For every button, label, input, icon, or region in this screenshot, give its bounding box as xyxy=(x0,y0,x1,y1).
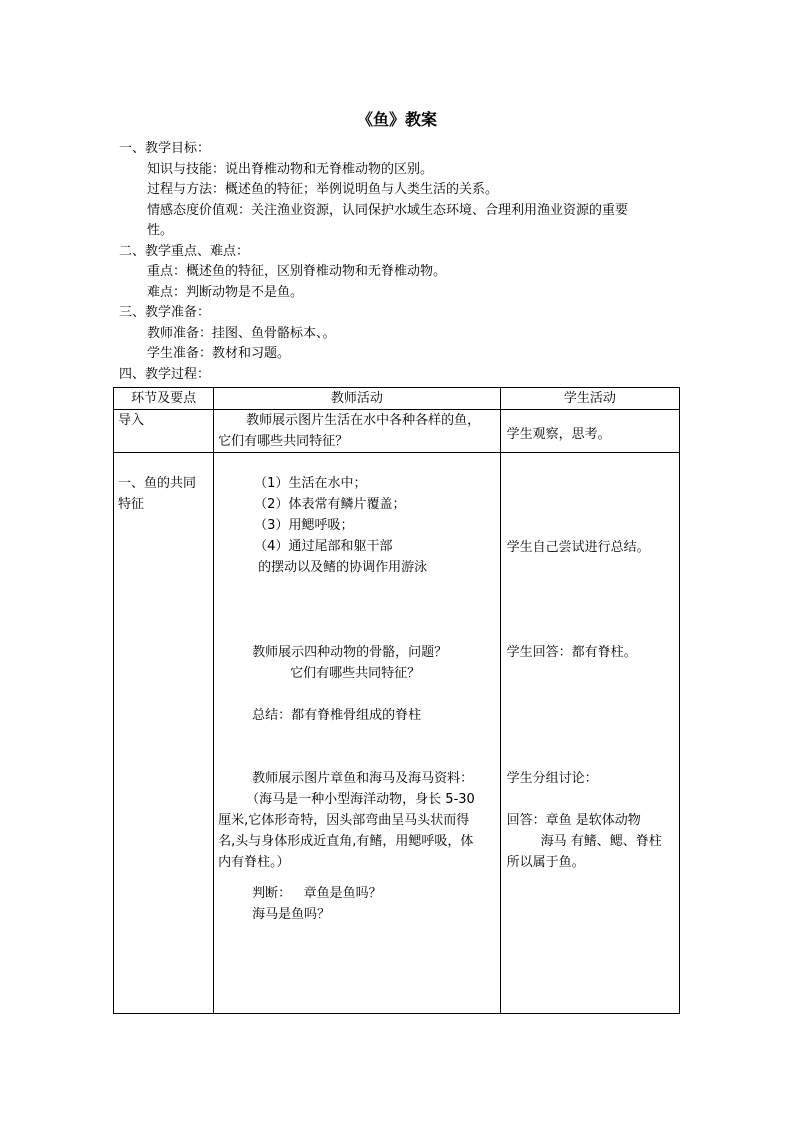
document-title: 《鱼》教案 xyxy=(356,110,437,129)
student-answer-octopus: 回答：章鱼 是软体动物 xyxy=(506,813,641,828)
material-line: 内有脊柱。） xyxy=(218,855,290,870)
feature-item: （2）体表常有鳞片覆盖； xyxy=(254,497,406,512)
header-stage: 环节及要点 xyxy=(114,388,214,410)
material-line: （海马是一种小型海洋动物，身长 5-30 xyxy=(246,792,475,807)
skeleton-question: 教师展示四种动物的骨骼，问题？ xyxy=(252,645,448,660)
material-intro: 教师展示图片章鱼和海马及海马资料： xyxy=(252,771,474,786)
keypoint-difficulty: 难点：判断动物是不是鱼。 xyxy=(147,284,304,300)
student-answer-conclusion: 所以属于鱼。 xyxy=(506,855,585,870)
skeleton-question-cont: 它们有哪些共同特征？ xyxy=(290,666,421,681)
section-objectives-heading: 一、教学目标： xyxy=(119,141,211,156)
student-answer: 学生回答：都有脊柱。 xyxy=(506,645,637,660)
features-student-activity xyxy=(500,453,679,1014)
material-line: 厘米,它体形奇特，因头部弯曲呈马头状而得 xyxy=(218,813,470,828)
judge-question: 判断： 章鱼是鱼吗？ xyxy=(252,886,382,901)
intro-student-activity xyxy=(500,410,679,453)
process-table xyxy=(113,387,680,1014)
intro-teacher-activity xyxy=(214,410,501,453)
header-student: 学生活动 xyxy=(500,388,679,410)
objective-attitude-cont: 性。 xyxy=(147,223,174,238)
feature-item: （1）生活在水中； xyxy=(254,476,367,491)
objective-attitude: 情感态度价值观：关注渔业资源，认同保护水域生态环境、合理利用渔业资源的重要 xyxy=(147,202,629,218)
prep-student: 学生准备：教材和习题。 xyxy=(147,346,291,361)
section-keypoints-heading: 二、教学重点、难点： xyxy=(119,243,250,259)
features-teacher-activity xyxy=(214,453,501,1014)
student-group-discuss: 学生分组讨论： xyxy=(506,771,598,786)
header-teacher: 教师活动 xyxy=(214,388,501,410)
features-stage xyxy=(114,453,214,1014)
features-stage-line2: 特征 xyxy=(118,497,145,512)
section-preparation-heading: 三、教学准备： xyxy=(119,305,211,320)
intro-teacher-line1: 教师展示图片生活在水中各种各样的鱼， xyxy=(246,413,481,428)
feature-item: （4）通过尾部和躯干部 xyxy=(254,539,393,554)
judge-question-cont: 海马是鱼吗？ xyxy=(252,907,331,922)
features-stage-line1: 一、鱼的共同 xyxy=(118,476,197,491)
table-row-features xyxy=(114,453,680,1014)
objective-knowledge: 知识与技能：说出脊椎动物和无脊椎动物的区别。 xyxy=(147,161,434,177)
material-line: 名,头与身体形成近直角,有鳍，用鳃呼吸，体 xyxy=(218,834,474,849)
objective-process: 过程与方法：概述鱼的特征；举例说明鱼与人类生活的关系。 xyxy=(147,182,499,197)
student-answer-seahorse: 海马 有鳍、鳃、脊柱 xyxy=(540,834,662,849)
table-header-row xyxy=(114,388,680,410)
intro-student-text: 学生观察，思考。 xyxy=(506,426,611,442)
prep-teacher: 教师准备：挂图、鱼骨骼标本、。 xyxy=(147,325,336,341)
skeleton-conclusion: 总结：都有脊椎骨组成的脊柱 xyxy=(252,708,422,723)
feature-item: 的摆动以及鳍的协调作用游泳 xyxy=(258,560,428,575)
intro-stage: 导入 xyxy=(114,410,214,453)
keypoint-focus: 重点：概述鱼的特征，区别脊椎动物和无脊椎动物。 xyxy=(147,264,447,279)
section-process-heading: 四、教学过程： xyxy=(119,366,211,382)
feature-item: （3）用鳃呼吸； xyxy=(254,518,354,533)
table-row-intro xyxy=(114,410,680,453)
student-summary: 学生自己尝试进行总结。 xyxy=(506,540,650,555)
intro-teacher-line2: 它们有哪些共同特征？ xyxy=(218,434,349,449)
lesson-outline xyxy=(119,139,689,385)
